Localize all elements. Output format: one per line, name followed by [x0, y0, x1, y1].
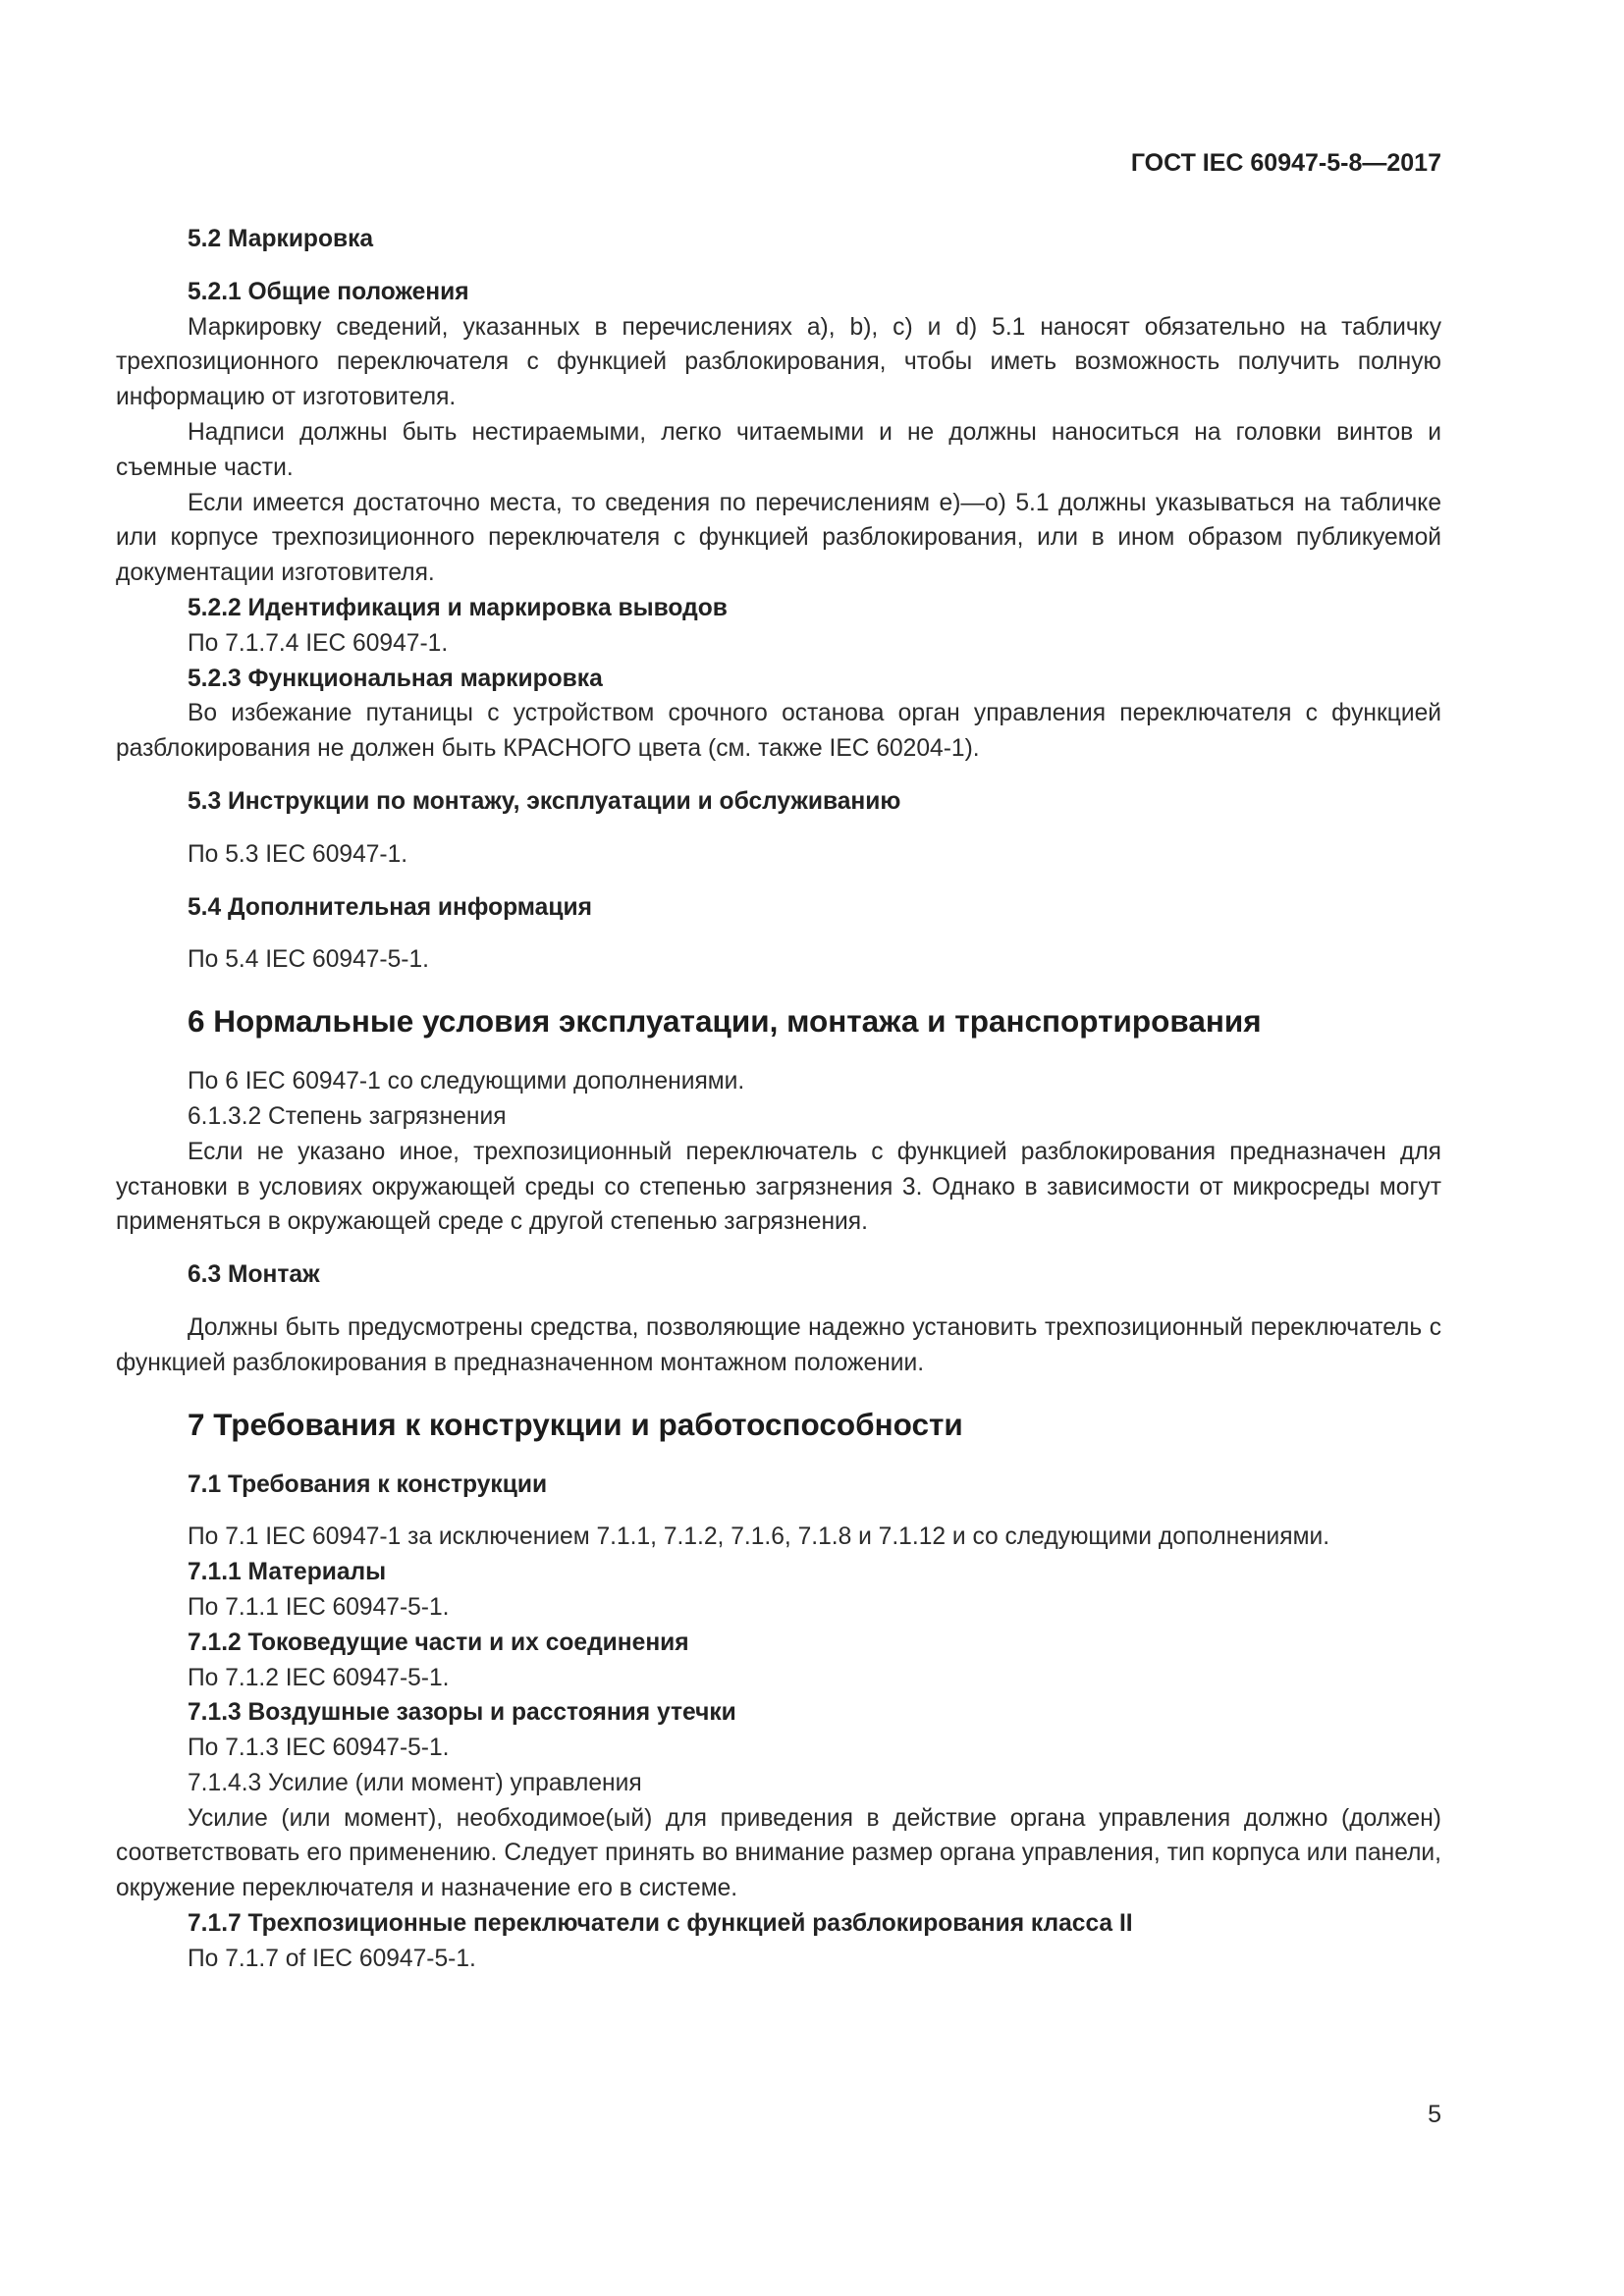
paragraph: По 7.1.3 IEC 60947-5-1.	[188, 1735, 450, 1762]
section-heading-7-1: 7.1 Требования к конструкции	[188, 1470, 548, 1498]
paragraph: Надписи должны быть нестираемыми, легко читаемыми и не должны наноситься на головки винтов и съемные части.	[116, 418, 1441, 481]
document-number-header: ГОСТ IEC 60947-5-8—2017	[1130, 149, 1441, 177]
paragraph: По 5.3 IEC 60947-1.	[188, 840, 408, 868]
section-heading-5-3: 5.3 Инструкции по монтажу, эксплуатации и обслуживанию	[188, 787, 901, 815]
paragraph: По 7.1.1 IEC 60947-5-1.	[188, 1593, 450, 1621]
chapter-heading-7: 7 Требования к конструкции и работоспособности	[188, 1406, 963, 1442]
document-body	[116, 222, 1441, 1977]
paragraph: По 7.1.7 of IEC 60947-5-1.	[188, 1945, 476, 1972]
paragraph: Если не указано иное, трехпозиционный переключатель с функцией разблокирования предназначен для установки в условиях окружающей среды со степенью загрязнения 3. Однако в зависимости от микросреды могут применяться в окружающей среде с другой степенью загрязнения.	[116, 1138, 1441, 1236]
section-heading-5-2-1: 5.2.1 Общие положения	[188, 278, 469, 305]
section-heading-7-1-1: 7.1.1 Материалы	[188, 1559, 387, 1586]
paragraph: 6.1.3.2 Степень загрязнения	[188, 1102, 507, 1130]
section-heading-5-2-3: 5.2.3 Функциональная маркировка	[188, 665, 603, 692]
section-heading-7-1-2: 7.1.2 Токоведущие части и их соединения	[188, 1629, 689, 1656]
page-number: 5	[1428, 2101, 1441, 2128]
paragraph: По 7.1.7.4 IEC 60947-1.	[188, 629, 449, 657]
section-heading-5-2: 5.2 Маркировка	[188, 226, 374, 252]
paragraph: 7.1.4.3 Усилие (или момент) управления	[188, 1769, 642, 1796]
paragraph: По 6 IEC 60947-1 со следующими дополнениями.	[188, 1068, 745, 1095]
section-heading-6-3: 6.3 Монтаж	[188, 1261, 320, 1289]
paragraph: Во избежание путаницы с устройством срочного останова орган управления переключателя с функцией разблокирования не должен быть КРАСНОГО цвета (см. также IEC 60204-1).	[116, 700, 1441, 763]
section-heading-7-1-7: 7.1.7 Трехпозиционные переключатели с функцией разблокирования класса II	[188, 1910, 1133, 1938]
paragraph: По 7.1 IEC 60947-1 за исключением 7.1.1, 7.1.2, 7.1.6, 7.1.8 и 7.1.12 и со следующими дополнениями.	[188, 1523, 1330, 1551]
paragraph: Усилие (или момент), необходимое(ый) для приведения в действие органа управления должно (должен) соответствовать его применению. Следует принять во внимание размер органа управления, тип корпуса или панели, окружение переключателя и назначение его в системе.	[116, 1804, 1441, 1902]
paragraph: Должны быть предусмотрены средства, позволяющие надежно установить трехпозиционный переключатель с функцией разблокирования в предназначенном монтажном положении.	[116, 1313, 1441, 1376]
paragraph: По 5.4 IEC 60947-5-1.	[188, 946, 429, 974]
paragraph: Маркировку сведений, указанных в перечислениях a), b), c) и d) 5.1 наносят обязательно на табличку трехпозиционного переключателя с функцией разблокирования, чтобы иметь возможность получить полную информацию от изготовителя.	[116, 313, 1441, 411]
section-heading-5-4: 5.4 Дополнительная информация	[188, 893, 592, 921]
section-heading-7-1-3: 7.1.3 Воздушные зазоры и расстояния утечки	[188, 1699, 736, 1727]
chapter-heading-6: 6 Нормальные условия эксплуатации, монтажа и транспортирования	[188, 1003, 1262, 1040]
paragraph: Если имеется достаточно места, то сведения по перечислениям e)—o) 5.1 должны указываться на табличке или корпусе трехпозиционного переключателя с функцией разблокирования, или в ином образом публикуемой документации изготовителя.	[116, 489, 1441, 587]
paragraph: По 7.1.2 IEC 60947-5-1.	[188, 1664, 450, 1691]
section-heading-5-2-2: 5.2.2 Идентификация и маркировка выводов	[188, 594, 728, 621]
